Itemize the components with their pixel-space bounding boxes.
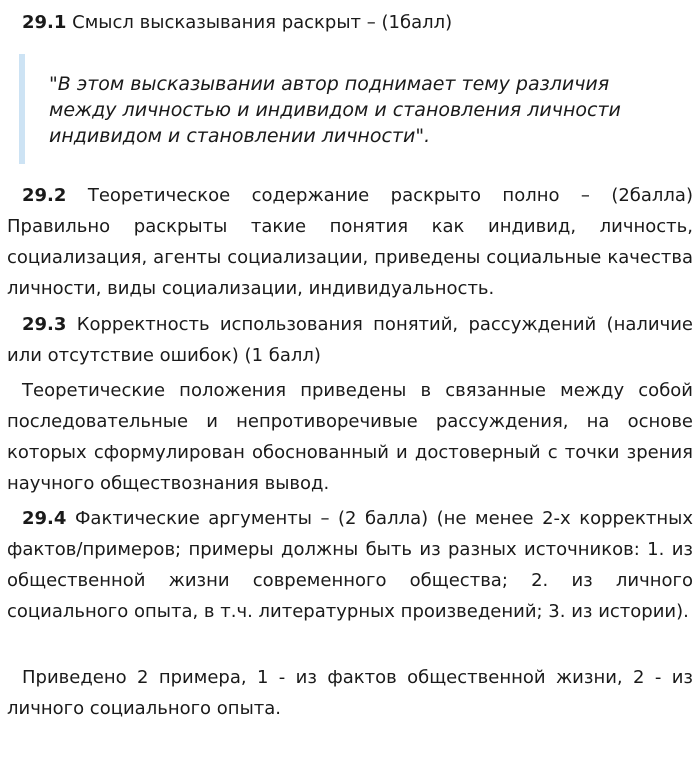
criterion-text: Фактические аргументы – (2 балла) (не менее 2-х корректных фактов/примеров; примеры должны быть из разных источников: 1. из общественной жизни современного общества; 2. из личного социального опыта, в т.ч. литературных произведений; 3. из истории). [7, 508, 693, 622]
criterion-number: 29.3 [22, 314, 67, 335]
quote-block [19, 54, 685, 164]
criterion-text: Корректность использования понятий, рассуждений (наличие или отсутствие ошибок) (1 балл) [7, 314, 693, 366]
criterion-number: 29.1 [22, 12, 67, 33]
criterion-number: 29.4 [22, 508, 67, 529]
criterion-29-4 [7, 503, 693, 627]
quote-text: "В этом высказывании автор поднимает тему различия между личностью и индивидом и становления личности индивидом и становлении личности". [49, 73, 621, 147]
criterion-number: 29.2 [22, 185, 67, 206]
criterion-29-3 [7, 309, 693, 371]
criterion-text: Теоретическое содержание раскрыто полно – (2балла) Правильно раскрыты такие понятия как индивид, личность, социализация, агенты социализации, приведены социальные качества личности, виды социализации, индивидуальность. [7, 185, 693, 299]
criterion-29-2 [7, 180, 693, 304]
answer-29-4: Приведено 2 примера, 1 - из фактов общественной жизни, 2 - из личного социального опыта. [7, 667, 693, 719]
criterion-29-1 [7, 7, 693, 38]
answer-29-3: Теоретические положения приведены в связанные между собой последовательные и непротиворечивые рассуждения, на основе которых сформулирован обоснованный и достоверный с точки зрения научного обществознания вывод. [7, 380, 693, 494]
criterion-text: Смысл высказывания раскрыт – (1балл) [72, 12, 453, 33]
